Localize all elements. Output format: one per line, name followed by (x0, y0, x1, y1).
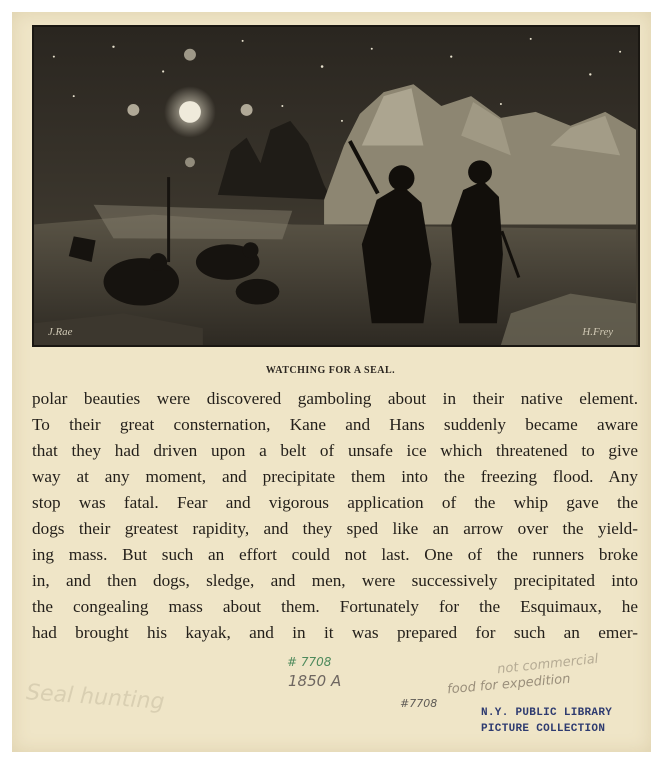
pencil-note-not-commercial: not commercial (496, 651, 600, 678)
engraver-signature-right: H.Frey (582, 326, 614, 339)
text-line: had brought his kayak, and in it was prepared for such an emer- (32, 623, 638, 642)
green-ink-number: # 7708 (287, 655, 332, 669)
moonlit-water (94, 205, 293, 240)
stamp-line-1: N.Y. PUBLIC LIBRARY (481, 707, 613, 719)
gray-ink-number: #7708 (400, 697, 438, 710)
text-line: that they had driven upon a belt of unsafe ice which threatened to give (32, 441, 638, 460)
pencil-number: 1850 A (288, 672, 342, 690)
moon (179, 101, 201, 123)
text-line: To their great consternation, Kane and Hans suddenly became aware (32, 415, 638, 434)
night-ice-scene (34, 27, 638, 345)
illustration-caption: WATCHING FOR A SEAL. (265, 365, 396, 376)
text-line: ing mass. But such an effort could not last. One of the runners broke (32, 545, 638, 564)
body-paragraph (32, 386, 638, 646)
stamp-line-2: PICTURE COLLECTION (481, 723, 606, 735)
text-line: the congealing mass about them. Fortunately for the Esquimaux, he (32, 597, 638, 616)
text-line: stop was fatal. Fear and vigorous application of the whip gave the (32, 493, 638, 512)
library-stamp (481, 705, 631, 737)
text-line: polar beauties were discovered gamboling about in their native element. (32, 389, 638, 408)
engraving-illustration (32, 25, 640, 347)
text-line: dogs their greatest rapidity, and they sped like an arrow over the yield- (32, 519, 638, 538)
text-line: in, and then dogs, sledge, and men, were successively precipitated into (32, 571, 638, 590)
engraver-signature-left: J.Rae (47, 326, 73, 339)
pencil-note-food-for-expedition: food for expedition (446, 671, 572, 698)
text-line: way at any moment, and precipitate them into the freezing flood. Any (32, 467, 638, 486)
faint-pencil-note: Seal hunting (25, 680, 166, 715)
